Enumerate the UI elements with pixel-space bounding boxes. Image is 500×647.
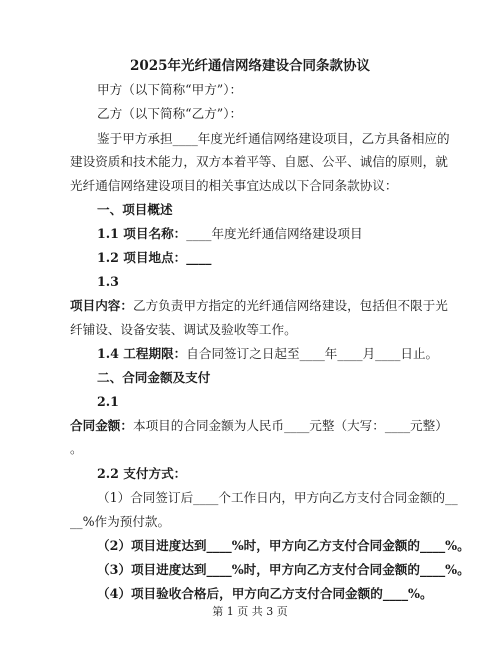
clause-1-4-label: 1.4 工程期限： <box>97 346 187 361</box>
clause-1-2: 1.2 项目地点：____ <box>97 250 212 265</box>
intro-paragraph-line-3: 光纤通信网络建设项目的相关事宜达成以下合同条款协议： <box>70 178 398 193</box>
section-2-heading: 二、合同金额及支付 <box>97 370 211 385</box>
contract-amount-line <box>70 418 448 434</box>
clause-1-4-value: 自合同签订之日起至____年____月____日止。 <box>186 346 439 361</box>
clause-1-1-value: ____年度光纤通信网络建设项目 <box>186 226 363 241</box>
payment-item-2: （2）项目进度达到____%时，甲方向乙方支付合同金额的____%。 <box>97 538 470 553</box>
project-content-label: 项目内容： <box>70 298 133 313</box>
clause-2-2-heading: 2.2 支付方式： <box>97 466 187 481</box>
intro-paragraph-line-1: 鉴于甲方承担____年度光纤通信网络建设项目，乙方具备相应的 <box>97 131 450 146</box>
party-b-line: 乙方（以下简称“乙方”）： <box>97 106 243 121</box>
document-title: 2025年光纤通信网络建设合同条款协议 <box>129 58 371 74</box>
contract-amount-period: 。 <box>70 441 83 456</box>
party-a-line: 甲方（以下简称“甲方”）： <box>97 82 243 97</box>
intro-paragraph-line-2: 建设资质和技术能力，双方本着平等、自愿、公平、诚信的原则，就 <box>70 154 448 169</box>
page-footer: 第 1 页 共 3 页 <box>212 605 288 618</box>
project-content-text: 乙方负责甲方指定的光纤通信网络建设，包括但不限于光 <box>132 298 448 313</box>
clause-2-1-number: 2.1 <box>97 394 119 409</box>
payment-item-3: （3）项目进度达到____%时，甲方向乙方支付合同金额的____%。 <box>97 562 470 577</box>
project-content-line-1 <box>70 298 448 314</box>
clause-1-4 <box>97 346 438 362</box>
payment-item-1-line-1: （1）合同签订后____个工作日内，甲方向乙方支付合同金额的__ <box>97 490 458 505</box>
clause-1-1-label: 1.1 项目名称： <box>97 226 187 241</box>
project-content-line-2: 纤铺设、设备安装、调试及验收等工作。 <box>70 322 297 337</box>
contract-amount-text: 本项目的合同金额为人民币____元整（大写：____元整） <box>132 418 448 433</box>
contract-amount-label: 合同金额： <box>70 418 133 433</box>
clause-1-1 <box>97 226 363 242</box>
clause-1-3-number: 1.3 <box>97 274 119 289</box>
section-1-heading: 一、项目概述 <box>97 202 173 217</box>
payment-item-4: （4）项目验收合格后，甲方向乙方支付合同金额的____%。 <box>97 586 433 601</box>
payment-item-1-line-2: __%作为预付款。 <box>70 514 171 529</box>
